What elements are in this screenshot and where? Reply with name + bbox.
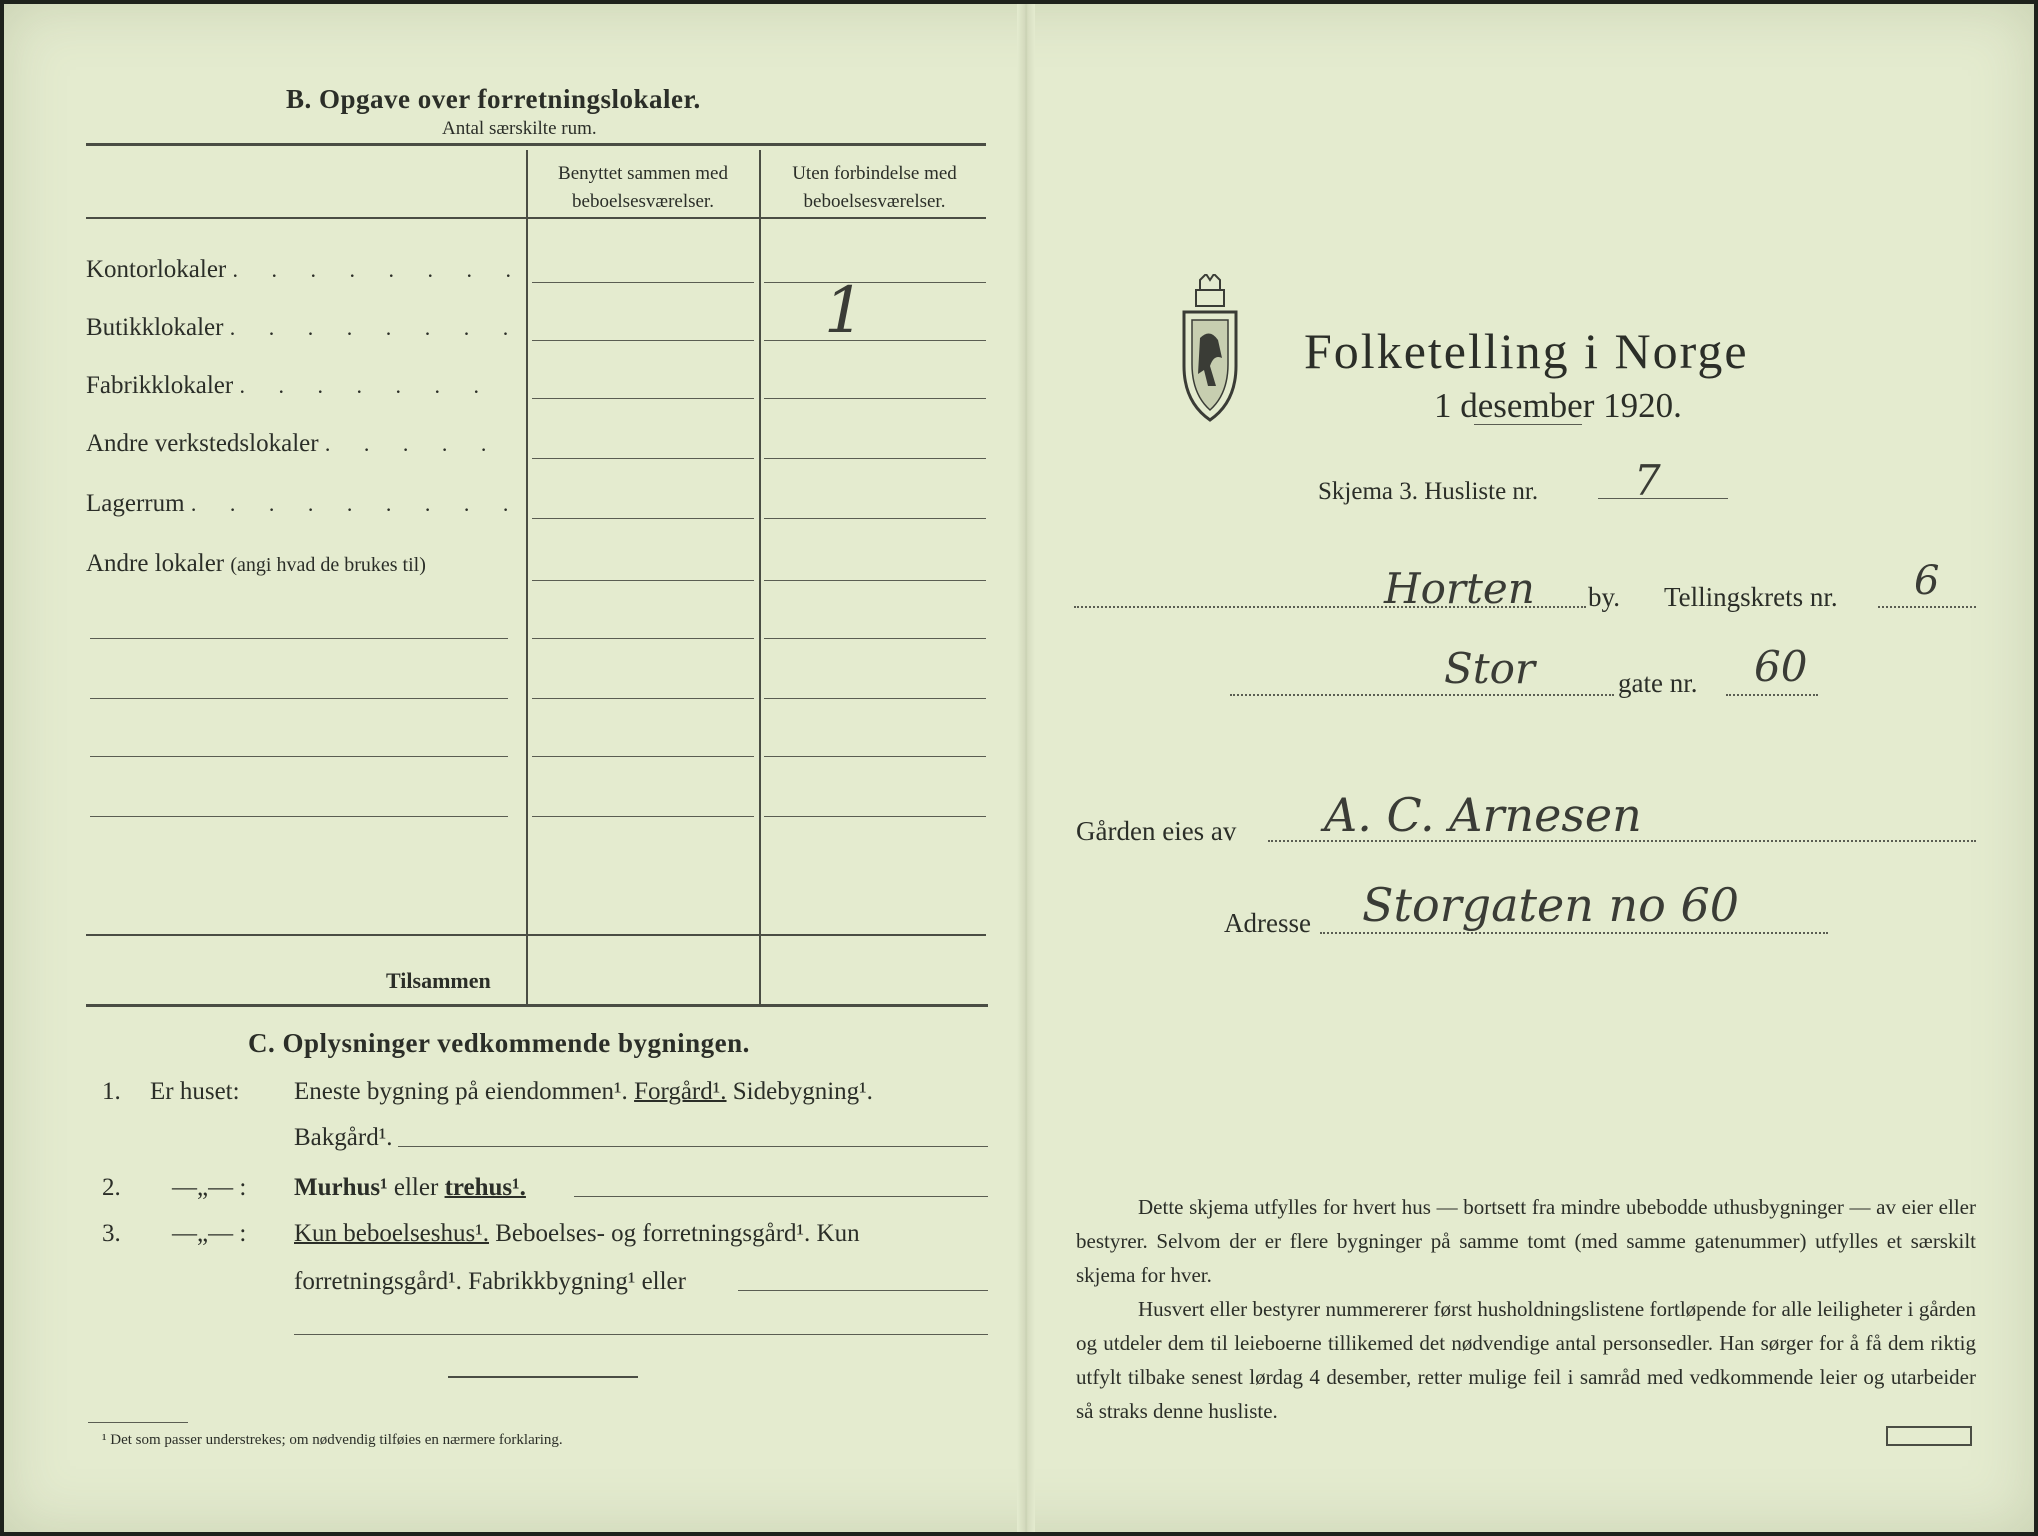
census-form-sheet	[4, 4, 2034, 1532]
row-kontorlokaler	[86, 256, 525, 284]
page-fold	[1017, 4, 1035, 1532]
tellingskrets-value: 6	[1914, 558, 1940, 604]
column-header-combined	[528, 160, 758, 216]
row-butikklokaler	[86, 314, 522, 342]
cell-rule	[532, 518, 754, 519]
column-divider-1	[526, 150, 528, 1006]
gate-number-line	[1726, 694, 1818, 696]
q2-label: —„— :	[172, 1174, 247, 1201]
husliste-line	[1598, 498, 1728, 499]
row-label-andre-lokaler: Andre lokaler	[86, 550, 225, 577]
column-header-separate-line2: beboelsesværelser.	[803, 191, 946, 212]
q1-option-sidebygning: Sidebygning¹.	[732, 1078, 873, 1105]
skjema-label: Skjema 3. Husliste nr.	[1318, 478, 1539, 505]
row-label-butikklokaler: Butikklokaler	[86, 314, 224, 341]
q3-options	[294, 1220, 860, 1248]
cell-rule	[532, 282, 754, 283]
cell-rule	[532, 638, 754, 639]
dot-leader: . . . . . . . .	[232, 257, 525, 282]
row-label-kontorlokaler: Kontorlokaler	[86, 256, 227, 283]
row-andre-verkstedslokaler	[86, 430, 500, 458]
cell-rule	[764, 816, 986, 817]
q2-options	[294, 1174, 526, 1202]
blank-line	[90, 698, 508, 699]
column-header-separate-line1: Uten forbindelse med	[792, 163, 957, 184]
row-label-fabrikklokaler: Fabrikklokaler	[86, 372, 234, 399]
section-b-subtitle: Antal særskilte rum.	[442, 118, 597, 139]
cell-rule	[764, 580, 986, 581]
gate-label: gate nr.	[1618, 668, 1698, 698]
q2-answer-line	[574, 1196, 988, 1197]
total-bottom-rule	[86, 1004, 988, 1007]
row-lagerrum	[86, 490, 522, 518]
cell-rule	[764, 340, 986, 341]
eier-value: A. C. Arnesen	[1324, 788, 1642, 842]
gate-line	[1230, 694, 1614, 696]
cell-rule	[532, 698, 754, 699]
dot-leader: . . . . . . . .	[229, 315, 523, 340]
row-label-andre-verkstedslokaler: Andre verkstedslokaler	[86, 430, 319, 457]
q3-option-kun-beboelseshus: Kun beboelseshus¹.	[294, 1220, 489, 1247]
cell-rule	[764, 458, 986, 459]
total-top-rule	[86, 934, 986, 936]
q1-option-bakgard: Bakgård¹.	[294, 1124, 393, 1151]
q1-options	[294, 1078, 873, 1106]
q2-connector: eller	[393, 1174, 439, 1201]
eier-label: Gården eies av	[1076, 816, 1237, 846]
column-divider-2	[759, 150, 761, 1006]
adresse-line	[1320, 932, 1828, 934]
column-header-separate	[762, 160, 987, 216]
cell-rule	[764, 698, 986, 699]
gate-value: Stor	[1444, 644, 1536, 693]
adresse-value: Storgaten no 60	[1362, 878, 1739, 932]
row-andre-lokaler	[86, 550, 426, 578]
eier-line	[1268, 840, 1976, 842]
butikklokaler-value: 1	[824, 274, 865, 348]
row-note-andre-lokaler: (angi hvad de brukes til)	[230, 554, 426, 576]
tellingskrets-line	[1878, 606, 1976, 608]
q1-option-eneste: Eneste bygning på eiendommen¹.	[294, 1078, 628, 1105]
by-label: by.	[1588, 582, 1620, 612]
q1-number: 1.	[102, 1078, 121, 1105]
blank-line	[90, 816, 508, 817]
q1-label: Er huset:	[150, 1078, 240, 1105]
row-label-lagerrum: Lagerrum	[86, 490, 185, 517]
husliste-number: 7	[1634, 456, 1661, 505]
footnote-rule	[88, 1422, 188, 1423]
table-top-rule	[86, 143, 986, 146]
cell-rule	[764, 756, 986, 757]
cell-rule	[532, 756, 754, 757]
q3-label: —„— :	[172, 1220, 247, 1247]
tellingskrets-label: Tellingskrets nr.	[1664, 582, 1838, 612]
total-label: Tilsammen	[386, 968, 491, 993]
adresse-label: Adresse	[1224, 908, 1311, 938]
cell-rule	[532, 398, 754, 399]
cell-rule	[532, 458, 754, 459]
dot-leader: . . . . . . .	[239, 373, 493, 398]
instructions-paragraph-1: Dette skjema utfylles for hvert hus — bortsett fra mindre ubebodde uthusbygninger — av eier eller bestyrer. Selvom der er flere bygninger på samme tomt (med samme gatenummer) utfylles et særskilt skjema for hver.	[1076, 1195, 1976, 1287]
date-underline	[1474, 424, 1582, 425]
cell-rule	[764, 638, 986, 639]
by-value: Horten	[1384, 564, 1535, 613]
printer-stamp-icon	[1886, 1426, 1972, 1446]
footnote: ¹ Det som passer understrekes; om nødvendig tilføies en nærmere forklaring.	[102, 1432, 563, 1448]
column-header-combined-line2: beboelsesværelser.	[572, 191, 714, 212]
instructions-paragraph-2: Husvert eller bestyrer nummererer først husholdningslistene fortløpende for alle leiligheter i gården og utdeler dem til leieboerne tillikemed det nødvendige antal personsedler. Han sørger for å få dem riktig utfylt tilbake senest lørdag 4 desember, retter mulige feil i samråd med vedkommende leier og utarbeider så straks denne husliste.	[1076, 1297, 1976, 1423]
q3-option-beboelses-forretning: Beboelses- og forretningsgård¹. Kun	[495, 1220, 860, 1247]
section-end-rule	[448, 1376, 638, 1378]
dot-leader: . . . . .	[324, 431, 501, 456]
by-line	[1074, 606, 1586, 608]
form-title: Folketelling i Norge	[1304, 323, 1749, 379]
q1-answer-line	[398, 1146, 988, 1147]
q3-answer-line	[738, 1290, 988, 1291]
blank-line	[90, 638, 508, 639]
cell-rule	[764, 398, 986, 399]
q2-option-murhus: Murhus¹	[294, 1174, 388, 1201]
row-fabrikklokaler	[86, 372, 493, 400]
q2-number: 2.	[102, 1174, 121, 1201]
gate-number: 60	[1754, 642, 1808, 691]
cell-rule	[532, 340, 754, 341]
cell-rule	[764, 282, 986, 283]
cell-rule	[532, 580, 754, 581]
blank-line	[90, 756, 508, 757]
header-rule	[86, 217, 986, 219]
section-b-title: B. Opgave over forretningslokaler.	[286, 84, 701, 114]
coat-of-arms-icon	[1178, 274, 1242, 424]
q3-number: 3.	[102, 1220, 121, 1247]
census-date: 1 desember 1920.	[1434, 386, 1682, 425]
q1-option-forgard: Forgård¹.	[634, 1078, 727, 1105]
section-c-title: C. Oplysninger vedkommende bygningen.	[248, 1028, 750, 1058]
cell-rule	[532, 816, 754, 817]
dot-leader: . . . . . . . . .	[190, 491, 523, 516]
q3-extra-line	[294, 1334, 988, 1335]
q2-option-trehus: trehus¹.	[444, 1174, 526, 1201]
q3-option-forretningsgard: forretningsgård¹. Fabrikkbygning¹ eller	[294, 1268, 686, 1295]
column-header-combined-line1: Benyttet sammen med	[558, 163, 728, 184]
cell-rule	[764, 518, 986, 519]
